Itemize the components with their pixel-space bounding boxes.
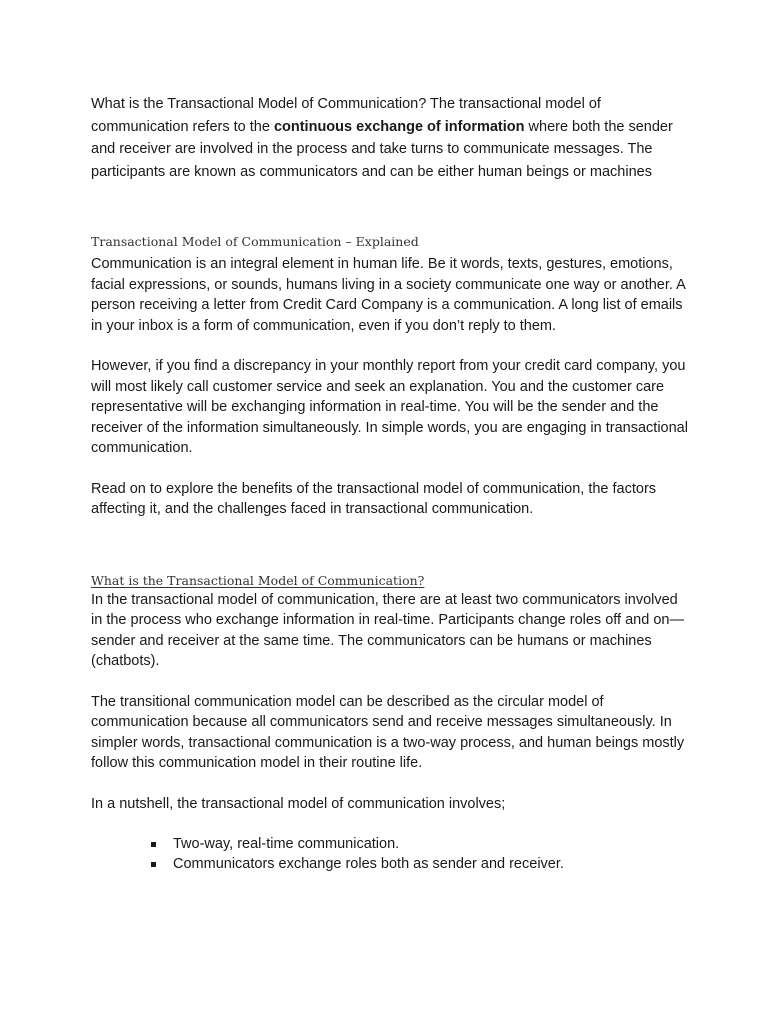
intro-paragraph <box>91 93 691 183</box>
paragraph-two-communicators: In the transactional model of communication, there are at least two communicators involved in the process who exchange information in real-time. Participants change roles off and on—sender and receiver at the same time. The communicators can be humans or machines (chatbots). <box>91 591 684 669</box>
section-heading-what-is: What is the Transactional Model of Communication? <box>91 572 425 588</box>
square-bullet-icon <box>151 842 156 847</box>
list-item <box>151 834 691 854</box>
involves-list <box>91 834 691 874</box>
section-heading-explained: Transactional Model of Communication – Explained <box>91 234 419 249</box>
intro-text-end: where both the sender and receiver are involved in the process and take turns to communicate messages. The participants are known as communicators and can be either human beings or machines <box>91 118 673 180</box>
paragraph-circular-model: The transitional communication model can be described as the circular model of communication because all communicators send and receive messages simultaneously. In simpler words, transactional communication is a two-way process, and human beings mostly follow this communication model in their routine life. <box>91 693 685 771</box>
paragraph-discrepancy-example: However, if you find a discrepancy in your monthly report from your credit card company, you will most likely call customer service and seek an explanation. You and the customer care representative will be exchanging information in real-time. You will be the sender and the receiver of the information simultaneously. In simple words, you are engaging in transactional communication. <box>91 358 688 456</box>
document-page <box>91 93 691 874</box>
list-item-text: Two-way, real-time communication. <box>173 836 400 852</box>
paragraph-communication-element: Communication is an integral element in human life. Be it words, texts, gestures, emotions, facial expressions, or sounds, humans living in a society communicate one way or another. A person receiving a letter from Credit Card Company is a communication. A long list of emails in your inbox is a form of communication, even if you don’t reply to them. <box>91 256 686 334</box>
paragraph-nutshell: In a nutshell, the transactional model of communication involves; <box>91 795 506 812</box>
list-item <box>151 854 691 874</box>
list-item-text: Communicators exchange roles both as sender and receiver. <box>173 856 564 872</box>
intro-text-start: What is the Transactional Model of Communication? The transactional model of communication refers to the <box>91 96 601 135</box>
intro-bold-phrase: continuous exchange of information <box>273 118 525 135</box>
square-bullet-icon <box>151 862 156 867</box>
paragraph-read-on: Read on to explore the benefits of the transactional model of communication, the factors affecting it, and the challenges faced in transactional communication. <box>91 480 657 517</box>
